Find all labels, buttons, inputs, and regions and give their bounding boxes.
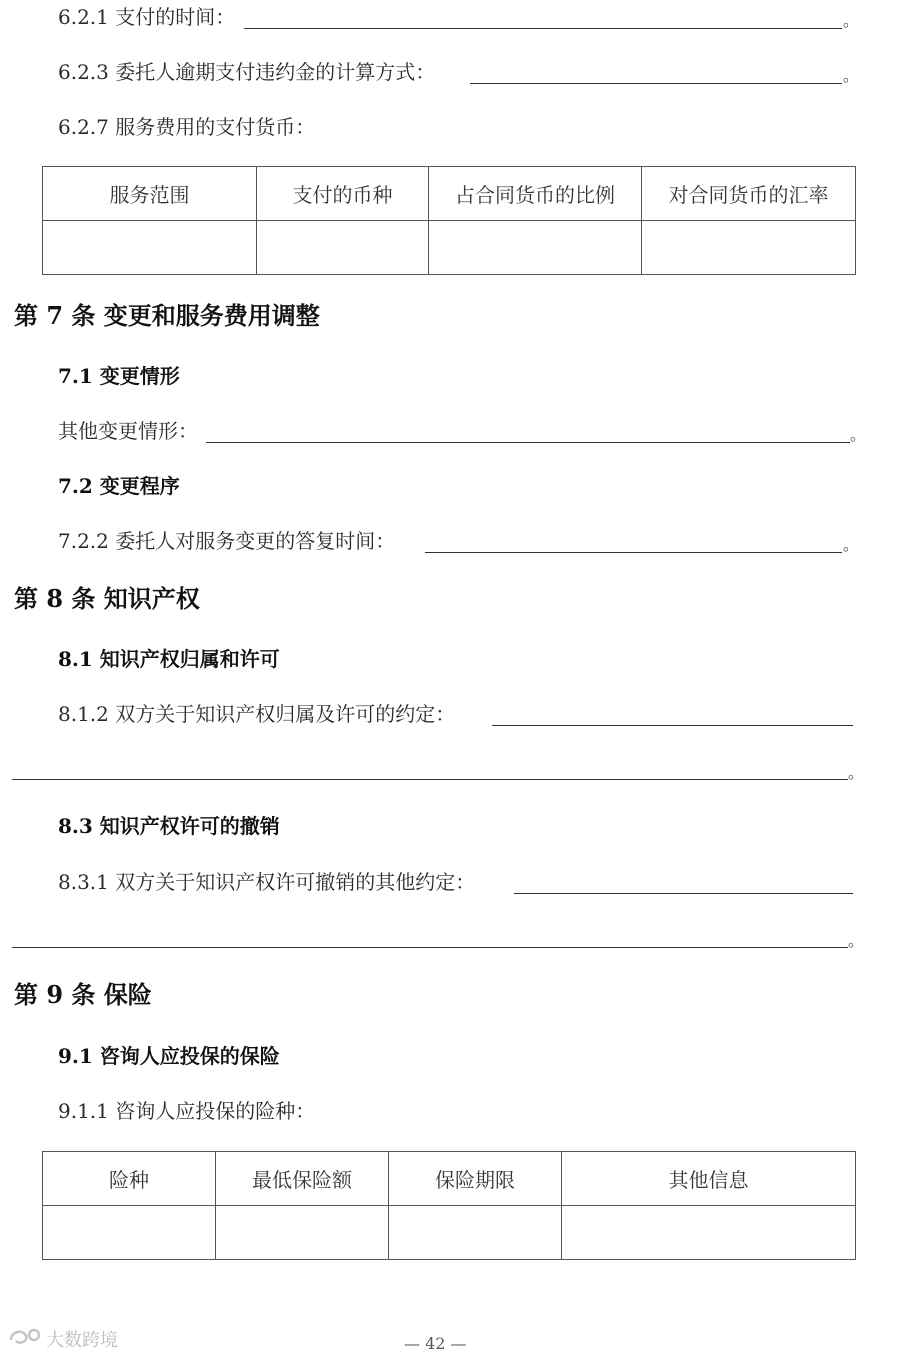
table-cell[interactable] [257,221,429,275]
table-header-cell: 最低保险额 [216,1152,389,1206]
section-8-3-heading: 8.3 知识产权许可的撤销 [58,814,280,838]
table-header-row [43,167,856,221]
period-mark: 。 [843,535,860,554]
table-row [43,1206,856,1260]
table-cell[interactable] [429,221,642,275]
chapter-9-heading: 第 9 条 保险 [14,980,152,1009]
clause-7-2-2-blank[interactable] [425,552,842,553]
clause-6-2-3-label: 6.2.3 委托人逾期支付违约金的计算方式： [58,60,436,84]
chapter-8-heading: 第 8 条 知识产权 [14,584,200,613]
table-cell[interactable] [562,1206,856,1260]
clause-9-1-1-label: 9.1.1 咨询人应投保的险种： [58,1099,316,1123]
period-mark: 。 [843,66,860,85]
clause-8-1-2-blank[interactable] [492,725,853,726]
period-mark: 。 [848,763,865,782]
table-header-cell: 保险期限 [389,1152,562,1206]
table-header-row [43,1152,856,1206]
currency-table [42,166,856,275]
table-header-cell: 支付的币种 [257,167,429,221]
table-header-cell: 对合同货币的汇率 [642,167,856,221]
clause-8-3-1-blank-continued[interactable] [12,947,848,948]
table-header-cell: 险种 [43,1152,216,1206]
watermark-logo-icon [8,1326,42,1352]
section-9-1-heading: 9.1 咨询人应投保的保险 [58,1044,280,1068]
clause-8-3-1-blank[interactable] [514,893,853,894]
clause-6-2-1-blank[interactable] [244,28,842,29]
clause-6-2-7-label: 6.2.7 服务费用的支付货币： [58,115,316,139]
watermark [8,1326,118,1352]
period-mark: 。 [843,11,860,30]
insurance-table [42,1151,856,1260]
section-8-1-heading: 8.1 知识产权归属和许可 [58,647,280,671]
table-header-cell: 其他信息 [562,1152,856,1206]
clause-8-3-1-label: 8.3.1 双方关于知识产权许可撤销的其他约定： [58,870,476,894]
other-change-blank[interactable] [206,442,850,443]
table-cell[interactable] [642,221,856,275]
clause-6-2-3-blank[interactable] [470,83,842,84]
chapter-7-heading: 第 7 条 变更和服务费用调整 [14,301,320,330]
period-mark: 。 [848,931,865,950]
table-cell[interactable] [43,221,257,275]
other-change-label: 其他变更情形： [58,419,198,443]
watermark-text: 大数跨境 [46,1330,118,1351]
table-cell[interactable] [43,1206,216,1260]
table-cell[interactable] [389,1206,562,1260]
section-7-2-heading: 7.2 变更程序 [58,474,180,498]
clause-8-1-2-label: 8.1.2 双方关于知识产权归属及许可的约定： [58,702,456,726]
section-7-1-heading: 7.1 变更情形 [58,364,180,388]
clause-8-1-2-blank-continued[interactable] [12,779,848,780]
period-mark: 。 [850,425,867,444]
table-header-cell: 服务范围 [43,167,257,221]
table-header-cell: 占合同货币的比例 [429,167,642,221]
clause-6-2-1-label: 6.2.1 支付的时间： [58,5,236,29]
table-cell[interactable] [216,1206,389,1260]
table-row [43,221,856,275]
clause-7-2-2-label: 7.2.2 委托人对服务变更的答复时间： [58,529,396,553]
page-number: — 42 — [404,1334,467,1353]
